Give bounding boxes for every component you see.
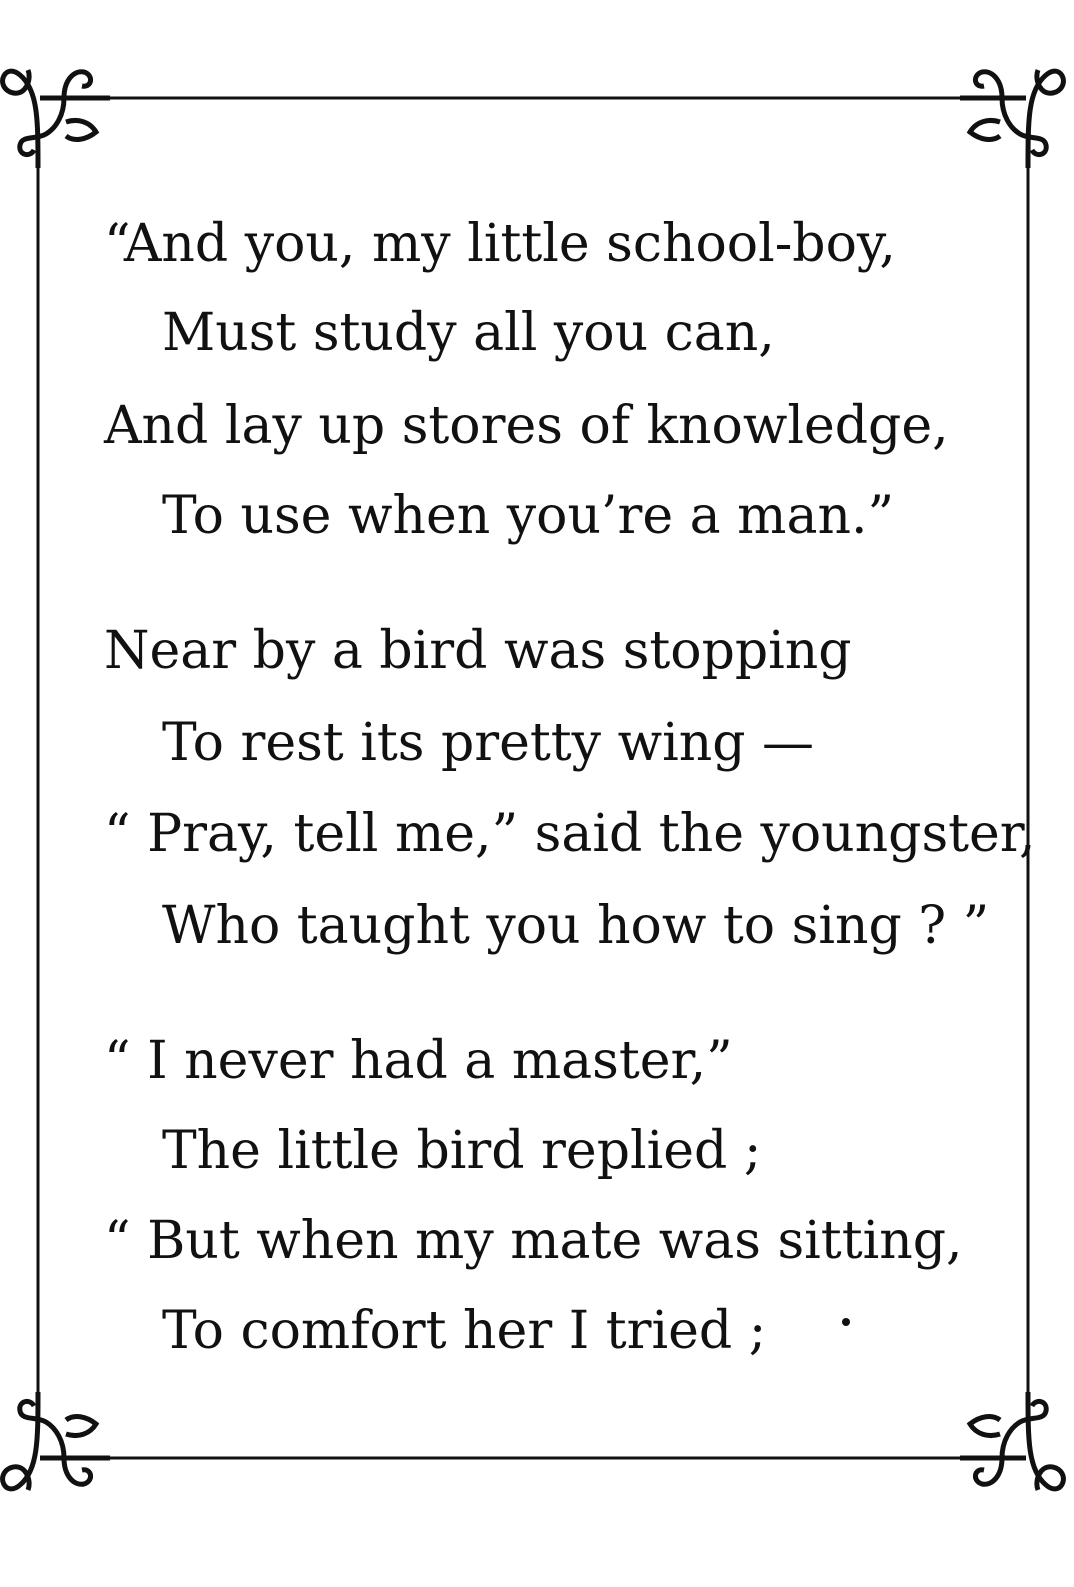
poem-line: To use when you’re a man.” [162, 486, 895, 546]
poem-line: To rest its pretty wing — [162, 713, 815, 773]
poem-line: “ But when my mate was sitting, [104, 1211, 963, 1271]
poem-line: And lay up stores of knowledge, [104, 396, 949, 456]
poem-line: Must study all you can, [162, 303, 775, 363]
poem-line: To comfort her I tried ; [162, 1301, 767, 1361]
poem-line: “ Pray, tell me,” said the youngster, [104, 804, 1036, 864]
poem-line: “And you, my little school-boy, [104, 214, 896, 274]
poem-line: “ I never had a master,” [104, 1031, 733, 1091]
poem-line: The little bird replied ; [162, 1121, 762, 1181]
poem-line: Who taught you how to sing ? ” [162, 896, 990, 956]
poem-line: Near by a bird was stopping [104, 621, 852, 681]
